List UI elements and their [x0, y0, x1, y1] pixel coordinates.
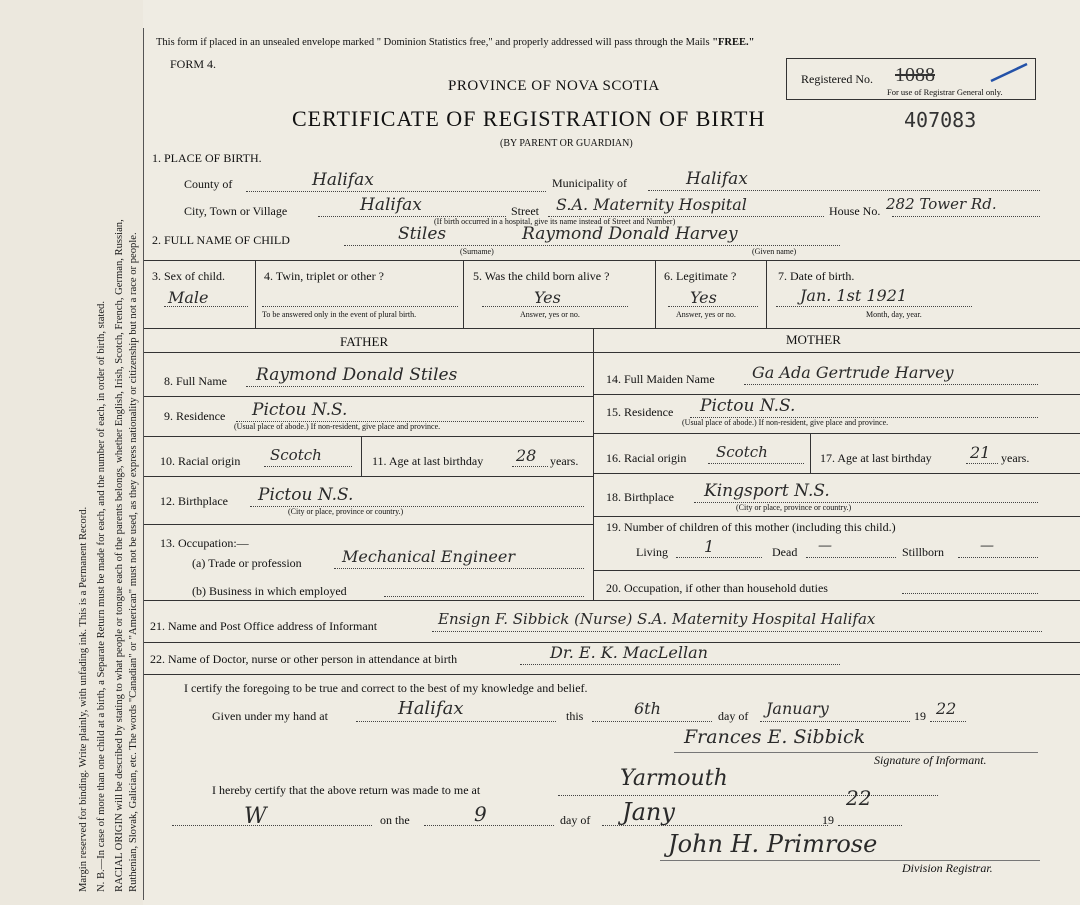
- margin-note-2: N. B.—In case of more than one child at a birth, a Separate Return must be made for each, and the number of each, in order of birth, stated.: [96, 301, 107, 892]
- registrar-signature-label: Division Registrar.: [902, 861, 993, 875]
- dead-value: —: [818, 538, 832, 554]
- city-label: City, Town or Village: [184, 204, 288, 218]
- doctor-label: 22. Name of Doctor, nurse or other person in attendance at birth: [150, 652, 458, 666]
- house-label: House No.: [829, 204, 881, 218]
- birth-date-label: 7. Date of birth.: [778, 269, 855, 283]
- father-occupation-label: 13. Occupation:—: [160, 536, 249, 550]
- rule-father-4: [144, 524, 593, 525]
- mother-racial-line: [708, 463, 804, 464]
- given-day-of-label: day of: [718, 709, 749, 723]
- child-given-value: Raymond Donald Harvey: [522, 224, 738, 244]
- registrar-day-value: 9: [474, 802, 487, 826]
- mother-birthplace-note: (City or place, province or country.): [736, 503, 852, 512]
- child-surname-value: Stiles: [398, 224, 447, 244]
- mother-residence-value: Pictou N.S.: [700, 396, 796, 416]
- hospital-note: (If birth occurred in a hospital, give its name instead of Street and Number): [434, 217, 676, 226]
- father-birthplace-label: 12. Birthplace: [160, 494, 228, 508]
- informant-signature: Frances E. Sibbick: [684, 726, 866, 748]
- given-day-value: 6th: [634, 699, 661, 718]
- legitimate-note: Answer, yes or no.: [676, 310, 736, 319]
- certify-text: I certify the foregoing to be true and correct to the best of my knowledge and belief.: [184, 681, 588, 695]
- rule-mother-1: [593, 394, 1080, 395]
- margin-rule: [143, 28, 144, 900]
- registrar-year-prefix: 19: [822, 813, 834, 827]
- father-name-label: 8. Full Name: [164, 374, 227, 388]
- mother-age-line: [966, 463, 998, 464]
- mail-notice: [156, 38, 754, 49]
- living-line: [676, 557, 762, 558]
- father-age-line: [512, 466, 548, 467]
- father-racial-line: [264, 466, 352, 467]
- registered-value: 1088: [895, 64, 935, 86]
- registrar-initial-value: W: [244, 804, 267, 829]
- children-count-label: 19. Number of children of this mother (including this child.): [606, 520, 896, 534]
- father-trade-value: Mechanical Engineer: [342, 547, 516, 566]
- rule-mother-age-v: [810, 433, 811, 473]
- free-label: "FREE.": [712, 37, 755, 48]
- certificate-subtitle: (BY PARENT OR GUARDIAN): [500, 138, 633, 149]
- twin-label: 4. Twin, triplet or other ?: [264, 269, 384, 283]
- legitimate-value: Yes: [690, 288, 717, 307]
- mother-occupation-line: [902, 593, 1038, 594]
- informant-line: [432, 631, 1042, 632]
- municipality-label: Municipality of: [552, 176, 627, 190]
- given-year-value: 22: [936, 699, 957, 718]
- registrar-on-the-label: on the: [380, 813, 410, 827]
- registrar-day-line: [424, 825, 554, 826]
- legitimate-label: 6. Legitimate ?: [664, 269, 737, 283]
- father-residence-note: (Usual place of abode.) If non-resident, give place and province.: [234, 422, 441, 431]
- given-label: Given under my hand at: [212, 709, 328, 723]
- rule-row3-v4: [766, 260, 767, 328]
- registrar-place-line: [558, 795, 938, 796]
- father-racial-value: Scotch: [270, 446, 322, 464]
- rule-parents-top: [144, 328, 1080, 329]
- rule-mother-5: [593, 570, 1080, 571]
- child-name-line: [344, 245, 840, 246]
- street-label: Street: [511, 204, 539, 218]
- rule-father-3: [144, 476, 593, 477]
- province-heading: PROVINCE OF NOVA SCOTIA: [448, 78, 660, 94]
- rule-doctor: [144, 674, 1080, 675]
- father-business-line: [384, 596, 584, 597]
- mother-birthplace-label: 18. Birthplace: [606, 490, 674, 504]
- rule-mother-4: [593, 516, 1080, 517]
- registrar-year-value: 22: [846, 786, 872, 810]
- place-heading: 1. PLACE OF BIRTH.: [152, 151, 262, 165]
- given-place-line: [356, 721, 556, 722]
- rule-row3-top: [144, 260, 1080, 261]
- given-month-value: January: [766, 699, 829, 718]
- twin-note: To be answered only in the event of plural birth.: [262, 310, 417, 319]
- registrar-year-line: [838, 825, 902, 826]
- mother-years: years.: [1001, 451, 1030, 465]
- municipality-line: [648, 190, 1040, 191]
- registrar-signature: John H. Primrose: [668, 830, 878, 858]
- registered-label: Registered No.: [801, 72, 873, 86]
- registrar-place-value: Yarmouth: [620, 766, 728, 791]
- given-this-label: this: [566, 709, 584, 723]
- pen-tick-icon: [987, 61, 1033, 85]
- given-day-line: [592, 721, 712, 722]
- rule-parents-middle: [593, 328, 594, 600]
- birth-date-line: [776, 306, 972, 307]
- father-name-line: [246, 386, 584, 387]
- registrar-month-value: Jany: [622, 798, 675, 826]
- mother-heading: MOTHER: [786, 332, 841, 347]
- certificate-title: CERTIFICATE OF REGISTRATION OF BIRTH: [292, 106, 766, 131]
- father-age-label: 11. Age at last birthday: [372, 454, 484, 468]
- county-label: County of: [184, 177, 233, 191]
- father-trade-label: (a) Trade or profession: [192, 556, 302, 570]
- father-business-label: (b) Business in which employed: [192, 584, 347, 598]
- father-birthplace-note: (City or place, province or country.): [288, 507, 404, 516]
- dead-label: Dead: [772, 545, 798, 559]
- dead-line: [806, 557, 896, 558]
- doctor-line: [520, 664, 840, 665]
- mail-notice-text: This form if placed in an unsealed envelope marked " Dominion Statistics free," and properly addressed will pass through the Mails: [156, 37, 710, 48]
- mother-racial-value: Scotch: [716, 443, 768, 461]
- mother-age-label: 17. Age at last birthday: [820, 451, 932, 465]
- rule-father-2: [144, 436, 593, 437]
- registrar-note: For use of Registrar General only.: [887, 87, 1003, 97]
- city-value: Halifax: [360, 195, 422, 215]
- stamped-number: 407083: [904, 108, 977, 132]
- father-racial-label: 10. Racial origin: [160, 454, 241, 468]
- rule-mother-3: [593, 473, 1080, 474]
- given-note: (Given name): [752, 247, 797, 256]
- alive-value: Yes: [534, 288, 561, 307]
- informant-value: Ensign F. Sibbick (Nurse) S.A. Maternity Hospital Halifax: [438, 610, 876, 628]
- rule-row3-v2: [463, 260, 464, 328]
- registered-box: [786, 58, 1036, 100]
- margin-note-3: RACIAL ORIGIN will be described by stating to what people or tongue each of the parents belongs, whether English, Irish, Scotch, French, German, Russian,: [114, 219, 125, 892]
- registrar-day-of-label: day of: [560, 813, 591, 827]
- margin-note-1: Margin reserved for binding. Write plainly, with unfading ink. This is a Permanent Record.: [78, 506, 89, 892]
- doctor-value: Dr. E. K. MacLellan: [550, 643, 708, 662]
- rule-parents-bottom: [144, 600, 1080, 601]
- given-year-line: [930, 721, 966, 722]
- mother-name-label: 14. Full Maiden Name: [606, 372, 715, 386]
- mother-name-value: Ga Ada Gertrude Harvey: [752, 363, 954, 382]
- father-trade-line: [334, 568, 584, 569]
- form-number: FORM 4.: [170, 57, 217, 71]
- margin-note-4: Ruthenian, Slovak, Galician, etc. The words "Canadian" or "American" must not be used, as they express nationality or citizenship but not a race or people.: [128, 232, 139, 892]
- mother-age-value: 21: [970, 443, 991, 462]
- father-residence-label: 9. Residence: [164, 409, 226, 423]
- father-age-value: 28: [516, 446, 537, 465]
- rule-row3-v1: [255, 260, 256, 328]
- rule-row3-v3: [655, 260, 656, 328]
- sex-label: 3. Sex of child.: [152, 269, 225, 283]
- father-name-value: Raymond Donald Stiles: [256, 365, 458, 385]
- alive-label: 5. Was the child born alive ?: [473, 269, 610, 283]
- street-value: S.A. Maternity Hospital: [556, 195, 747, 214]
- living-label: Living: [636, 545, 668, 559]
- birth-date-value: Jan. 1st 1921: [800, 286, 908, 305]
- living-value: 1: [704, 537, 715, 556]
- rule-parents-heading: [144, 352, 1080, 353]
- informant-label: 21. Name and Post Office address of Informant: [150, 619, 378, 633]
- house-value: 282 Tower Rd.: [886, 195, 997, 213]
- birth-date-note: Month, day, year.: [866, 310, 922, 319]
- house-line: [892, 216, 1040, 217]
- mother-residence-label: 15. Residence: [606, 405, 674, 419]
- child-name-label: 2. FULL NAME OF CHILD: [152, 233, 290, 247]
- rule-mother-2: [593, 433, 1080, 434]
- mother-residence-note: (Usual place of abode.) If non-resident, give place and province.: [682, 418, 889, 427]
- registrar-text: I hereby certify that the above return was made to me at: [212, 783, 481, 797]
- twin-line: [262, 306, 458, 307]
- registrar-initial-line: [172, 825, 372, 826]
- mother-birthplace-value: Kingsport N.S.: [704, 481, 830, 501]
- municipality-value: Halifax: [686, 169, 748, 189]
- stillborn-line: [958, 557, 1038, 558]
- given-month-line: [760, 721, 910, 722]
- sex-value: Male: [168, 288, 209, 307]
- father-residence-value: Pictou N.S.: [252, 400, 348, 420]
- rule-father-age-v: [361, 436, 362, 476]
- county-value: Halifax: [312, 170, 374, 190]
- mother-racial-label: 16. Racial origin: [606, 451, 687, 465]
- county-line: [246, 191, 546, 192]
- father-heading: FATHER: [340, 334, 389, 349]
- father-birthplace-value: Pictou N.S.: [258, 485, 354, 505]
- rule-father-1: [144, 396, 593, 397]
- stillborn-label: Stillborn: [902, 545, 945, 559]
- mother-name-line: [744, 384, 1038, 385]
- given-place-value: Halifax: [398, 698, 464, 719]
- father-years: years.: [550, 454, 579, 468]
- alive-note: Answer, yes or no.: [520, 310, 580, 319]
- stillborn-value: —: [980, 538, 994, 554]
- mother-occupation-label: 20. Occupation, if other than household duties: [606, 581, 828, 595]
- informant-signature-label: Signature of Informant.: [874, 753, 987, 767]
- surname-note: (Surname): [460, 247, 494, 256]
- given-year-prefix: 19: [914, 709, 926, 723]
